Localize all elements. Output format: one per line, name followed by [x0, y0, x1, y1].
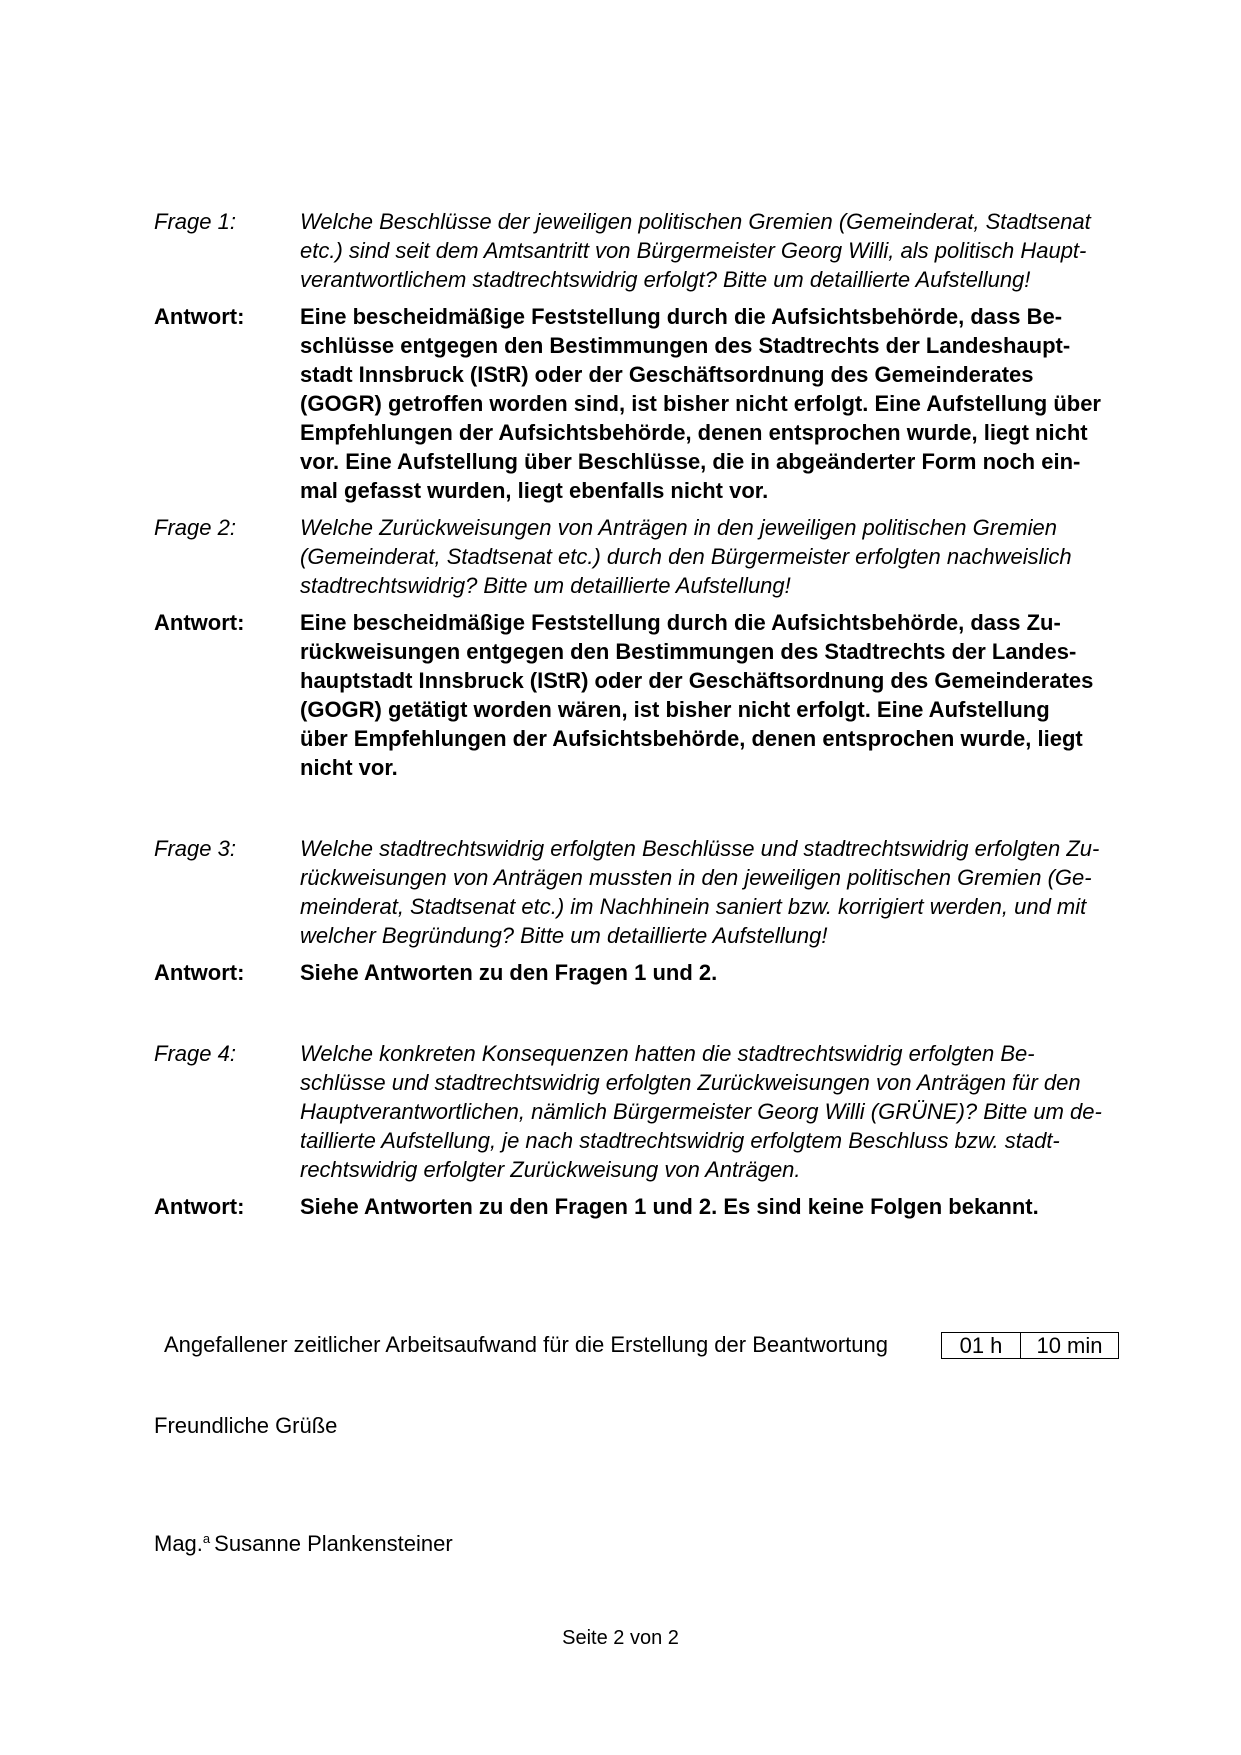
text-line: rückweisungen von Anträgen mussten in den jeweiligen politischen Gremien (Ge-	[300, 865, 1092, 890]
signature-name	[154, 1524, 453, 1559]
closing-greeting: Freundliche Grüße	[154, 1413, 338, 1438]
text-line: Hauptverantwortlichen, nämlich Bürgermeister Georg Willi (GRÜNE)? Bitte um de-	[300, 1099, 1102, 1124]
text-line: Eine bescheidmäßige Feststellung durch die Aufsichtsbehörde, dass Be-	[300, 304, 1063, 329]
text-line: stadtrechtswidrig? Bitte um detaillierte Aufstellung!	[300, 573, 791, 598]
question-3	[154, 834, 1144, 950]
answer-label: Antwort:	[154, 1194, 245, 1219]
text-line: stadt Innsbruck (IStR) oder der Geschäftsordnung des Gemeinderates	[300, 362, 1034, 387]
text-line: Welche Zurückweisungen von Anträgen in den jeweiligen politischen Gremien	[300, 515, 1057, 540]
text-line: nicht vor.	[300, 755, 398, 780]
text-line: (GOGR) getroffen worden sind, ist bisher nicht erfolgt. Eine Aufstellung über	[300, 391, 1101, 416]
question-2	[154, 513, 1144, 600]
signature-prefix: Mag.	[154, 1531, 203, 1556]
question-1	[154, 207, 1144, 294]
answer-text	[300, 958, 1144, 987]
question-text	[300, 207, 1144, 294]
question-answer-list	[154, 207, 1144, 1221]
question-label: Frage 3:	[154, 836, 236, 861]
question-label: Frage 2:	[154, 515, 236, 540]
question-text	[300, 1039, 1144, 1184]
text-line: Welche konkreten Konsequenzen hatten die stadtrechtswidrig erfolgten Be-	[300, 1041, 1035, 1066]
text-line: rechtswidrig erfolgter Zurückweisung von Anträgen.	[300, 1157, 801, 1182]
text-line: mal gefasst wurden, liegt ebenfalls nicht vor.	[300, 478, 769, 503]
text-line: etc.) sind seit dem Amtsantritt von Bürgermeister Georg Willi, als politisch Haupt-	[300, 238, 1087, 263]
text-line: welcher Begründung? Bitte um detaillierte Aufstellung!	[300, 923, 828, 948]
answer-4	[154, 1192, 1144, 1221]
work-effort-minutes: 10 min	[1036, 1333, 1103, 1358]
text-line: (GOGR) getätigt worden wären, ist bisher nicht erfolgt. Eine Aufstellung	[300, 697, 1050, 722]
text-line: Eine bescheidmäßige Feststellung durch die Aufsichtsbehörde, dass Zu-	[300, 610, 1061, 635]
answer-label: Antwort:	[154, 610, 245, 635]
work-effort-hours: 01 h	[942, 1333, 1021, 1358]
answer-text	[300, 1192, 1144, 1221]
answer-2	[154, 608, 1144, 782]
text-line: über Empfehlungen der Aufsichtsbehörde, denen entsprochen wurde, liegt	[300, 726, 1083, 751]
text-line: rückweisungen entgegen den Bestimmungen des Stadtrechts der Landes-	[300, 639, 1077, 664]
text-line: Siehe Antworten zu den Fragen 1 und 2.	[300, 960, 718, 985]
text-line: vor. Eine Aufstellung über Beschlüsse, die in abgeänderter Form noch ein-	[300, 449, 1081, 474]
question-label: Frage 4:	[154, 1041, 236, 1066]
answer-label: Antwort:	[154, 304, 245, 329]
question-text	[300, 834, 1144, 950]
answer-1	[154, 302, 1144, 505]
question-text	[300, 513, 1144, 600]
answer-text	[300, 302, 1144, 505]
text-line: Empfehlungen der Aufsichtsbehörde, denen entsprochen wurde, liegt nicht	[300, 420, 1088, 445]
work-effort-label: Angefallener zeitlicher Arbeitsaufwand für die Erstellung der Beantwortung	[164, 1332, 888, 1357]
answer-text	[300, 608, 1144, 782]
text-line: Welche Beschlüsse der jeweiligen politischen Gremien (Gemeinderat, Stadtsenat	[300, 209, 1091, 234]
text-line: (Gemeinderat, Stadtsenat etc.) durch den Bürgermeister erfolgten nachweislich	[300, 544, 1072, 569]
signature-person: Susanne Plankensteiner	[214, 1531, 453, 1556]
question-4	[154, 1039, 1144, 1184]
signature-superscript: a	[202, 1531, 211, 1546]
answer-3	[154, 958, 1144, 987]
work-effort-row	[164, 1330, 1124, 1360]
text-line: Siehe Antworten zu den Fragen 1 und 2. Es sind keine Folgen bekannt.	[300, 1194, 1039, 1219]
work-effort-box	[941, 1332, 1119, 1359]
text-line: hauptstadt Innsbruck (IStR) oder der Geschäftsordnung des Gemeinderates	[300, 668, 1094, 693]
text-line: schlüsse entgegen den Bestimmungen des Stadtrechts der Landeshaupt-	[300, 333, 1071, 358]
text-line: Welche stadtrechtswidrig erfolgten Beschlüsse und stadtrechtswidrig erfolgten Zu-	[300, 836, 1100, 861]
answer-label: Antwort:	[154, 960, 245, 985]
text-line: taillierte Aufstellung, je nach stadtrechtswidrig erfolgtem Beschluss bzw. stadt-	[300, 1128, 1060, 1153]
text-line: verantwortlichem stadtrechtswidrig erfolgt? Bitte um detaillierte Aufstellung!	[300, 267, 1031, 292]
text-line: schlüsse und stadtrechtswidrig erfolgten Zurückweisungen von Anträgen für den	[300, 1070, 1081, 1095]
page-number: Seite 2 von 2	[562, 1627, 679, 1649]
text-line: meinderat, Stadtsenat etc.) im Nachhinein saniert bzw. korrigiert werden, und mit	[300, 894, 1087, 919]
question-label: Frage 1:	[154, 209, 236, 234]
